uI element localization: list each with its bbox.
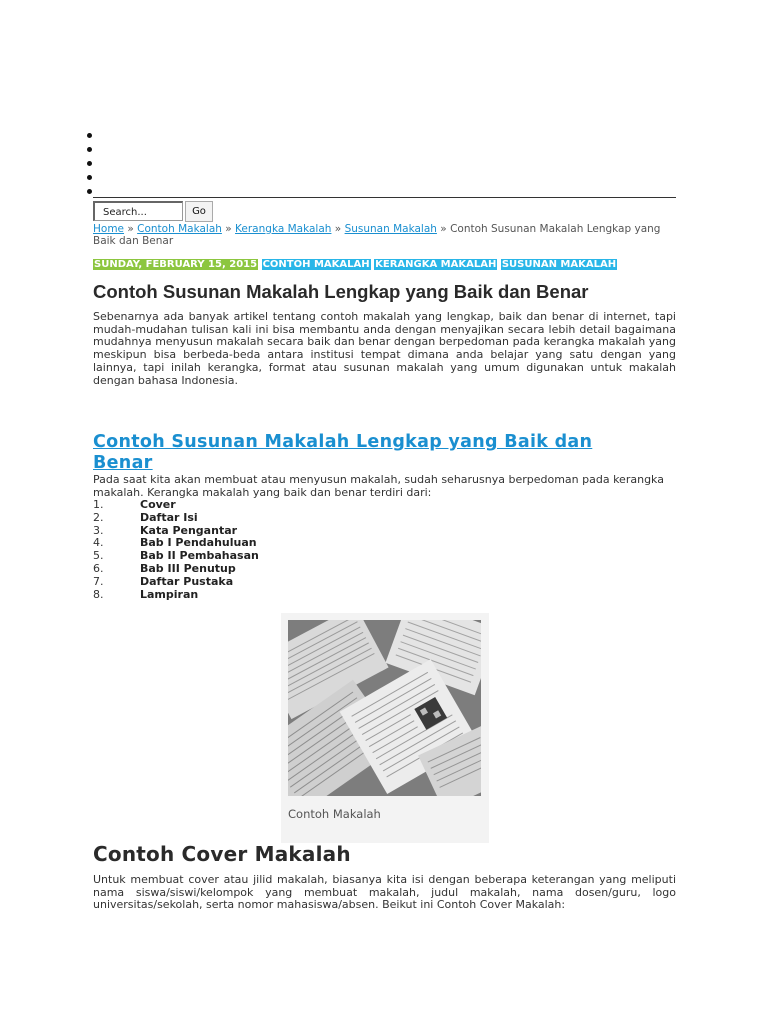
list-item-number: 1.	[93, 498, 104, 511]
list-item-label: Daftar Pustaka	[140, 574, 234, 588]
list-item-number: 8.	[93, 587, 104, 601]
breadcrumb-current: Contoh Susunan Makalah Lengkap yang Baik dan Benar	[93, 223, 661, 247]
list-item-number: 4.	[93, 536, 104, 550]
breadcrumb-home-link[interactable]: Home	[93, 223, 125, 235]
post-meta	[93, 259, 617, 271]
post-date-badge: SUNDAY, FEBRUARY 15, 2015	[94, 259, 258, 270]
header-divider	[93, 197, 676, 198]
breadcrumb-contoh-makalah-link[interactable]: Contoh Makalah	[137, 223, 222, 235]
list-item-number: 5.	[93, 549, 104, 563]
list-item-label: Bab II Pembahasan	[140, 549, 259, 563]
list-item-label: Lampiran	[140, 587, 199, 601]
tag-kerangka-makalah[interactable]: KERANGKA MAKALAH	[375, 259, 497, 270]
article-figure	[281, 613, 489, 843]
breadcrumb-kerangka-makalah-link[interactable]: Kerangka Makalah	[235, 223, 332, 235]
breadcrumb-susunan-makalah-link[interactable]: Susunan Makalah	[344, 223, 437, 235]
list-item-label: Bab I Pendahuluan	[140, 536, 257, 550]
cover-heading: Contoh Cover Makalah	[93, 842, 351, 866]
section-heading-link[interactable]: Contoh Susunan Makalah Lengkap yang Baik dan Benar	[93, 432, 593, 473]
breadcrumb-separator: »	[127, 223, 134, 235]
section-text: Pada saat kita akan membuat atau menyusun makalah, sudah seharusnya berpedoman pada kerangka makalah. Kerangka makalah yang baik dan benar terdiri dari:	[93, 473, 664, 499]
list-item-number: 7.	[93, 574, 104, 588]
search-input[interactable]: Search...	[93, 201, 183, 221]
article-intro: Sebenarnya ada banyak artikel tentang contoh makalah yang lengkap, baik dan benar di internet, tapi mudah-mudahan tulisan kali ini bisa membantu anda dengan menyajikan secara lebih detail bagaimana mudahnya menyusun makalah secara baik dan benar dengan berpedoman pada kerangka makalah yang meskipun bisa berbeda-beda antara institusi tempat dimana anda belajar yang satu dengan yang lainnya, tapi inilah kerangka, format atau susunan makalah yang umum digunakan untuk makalah dengan bahasa Indonesia.	[93, 310, 676, 387]
list-item-number: 2.	[93, 510, 104, 524]
list-item-number: 3.	[93, 523, 104, 537]
list-item-number: 6.	[93, 561, 104, 575]
breadcrumb-separator: »	[334, 223, 342, 235]
breadcrumb-separator: »	[440, 223, 447, 235]
breadcrumb	[93, 223, 676, 247]
list-item-label: Cover	[140, 498, 176, 511]
cover-text: Untuk membuat cover atau jilid makalah, biasanya kita isi dengan beberapa keterangan yang meliputi nama siswa/siswi/kelompok yang membuat makalah, judul makalah, nama dosen/guru, logo universitas/sekolah, serta nomor mahasiswa/absen. Beikut ini Contoh Cover Makalah:	[93, 873, 676, 912]
list-item-label: Bab III Penutup	[140, 561, 236, 575]
breadcrumb-separator: »	[225, 223, 232, 235]
article-title: Contoh Susunan Makalah Lengkap yang Baik dan Benar	[93, 281, 589, 302]
tag-susunan-makalah[interactable]: SUSUNAN MAKALAH	[501, 259, 617, 270]
tag-contoh-makalah[interactable]: CONTOH MAKALAH	[262, 259, 370, 270]
list-item-label: Kata Pengantar	[140, 523, 238, 537]
list-item-label: Daftar Isi	[140, 510, 198, 524]
makalah-photo[interactable]	[288, 620, 481, 796]
search-go-button[interactable]: Go	[185, 201, 213, 222]
figure-caption: Contoh Makalah	[288, 807, 381, 821]
